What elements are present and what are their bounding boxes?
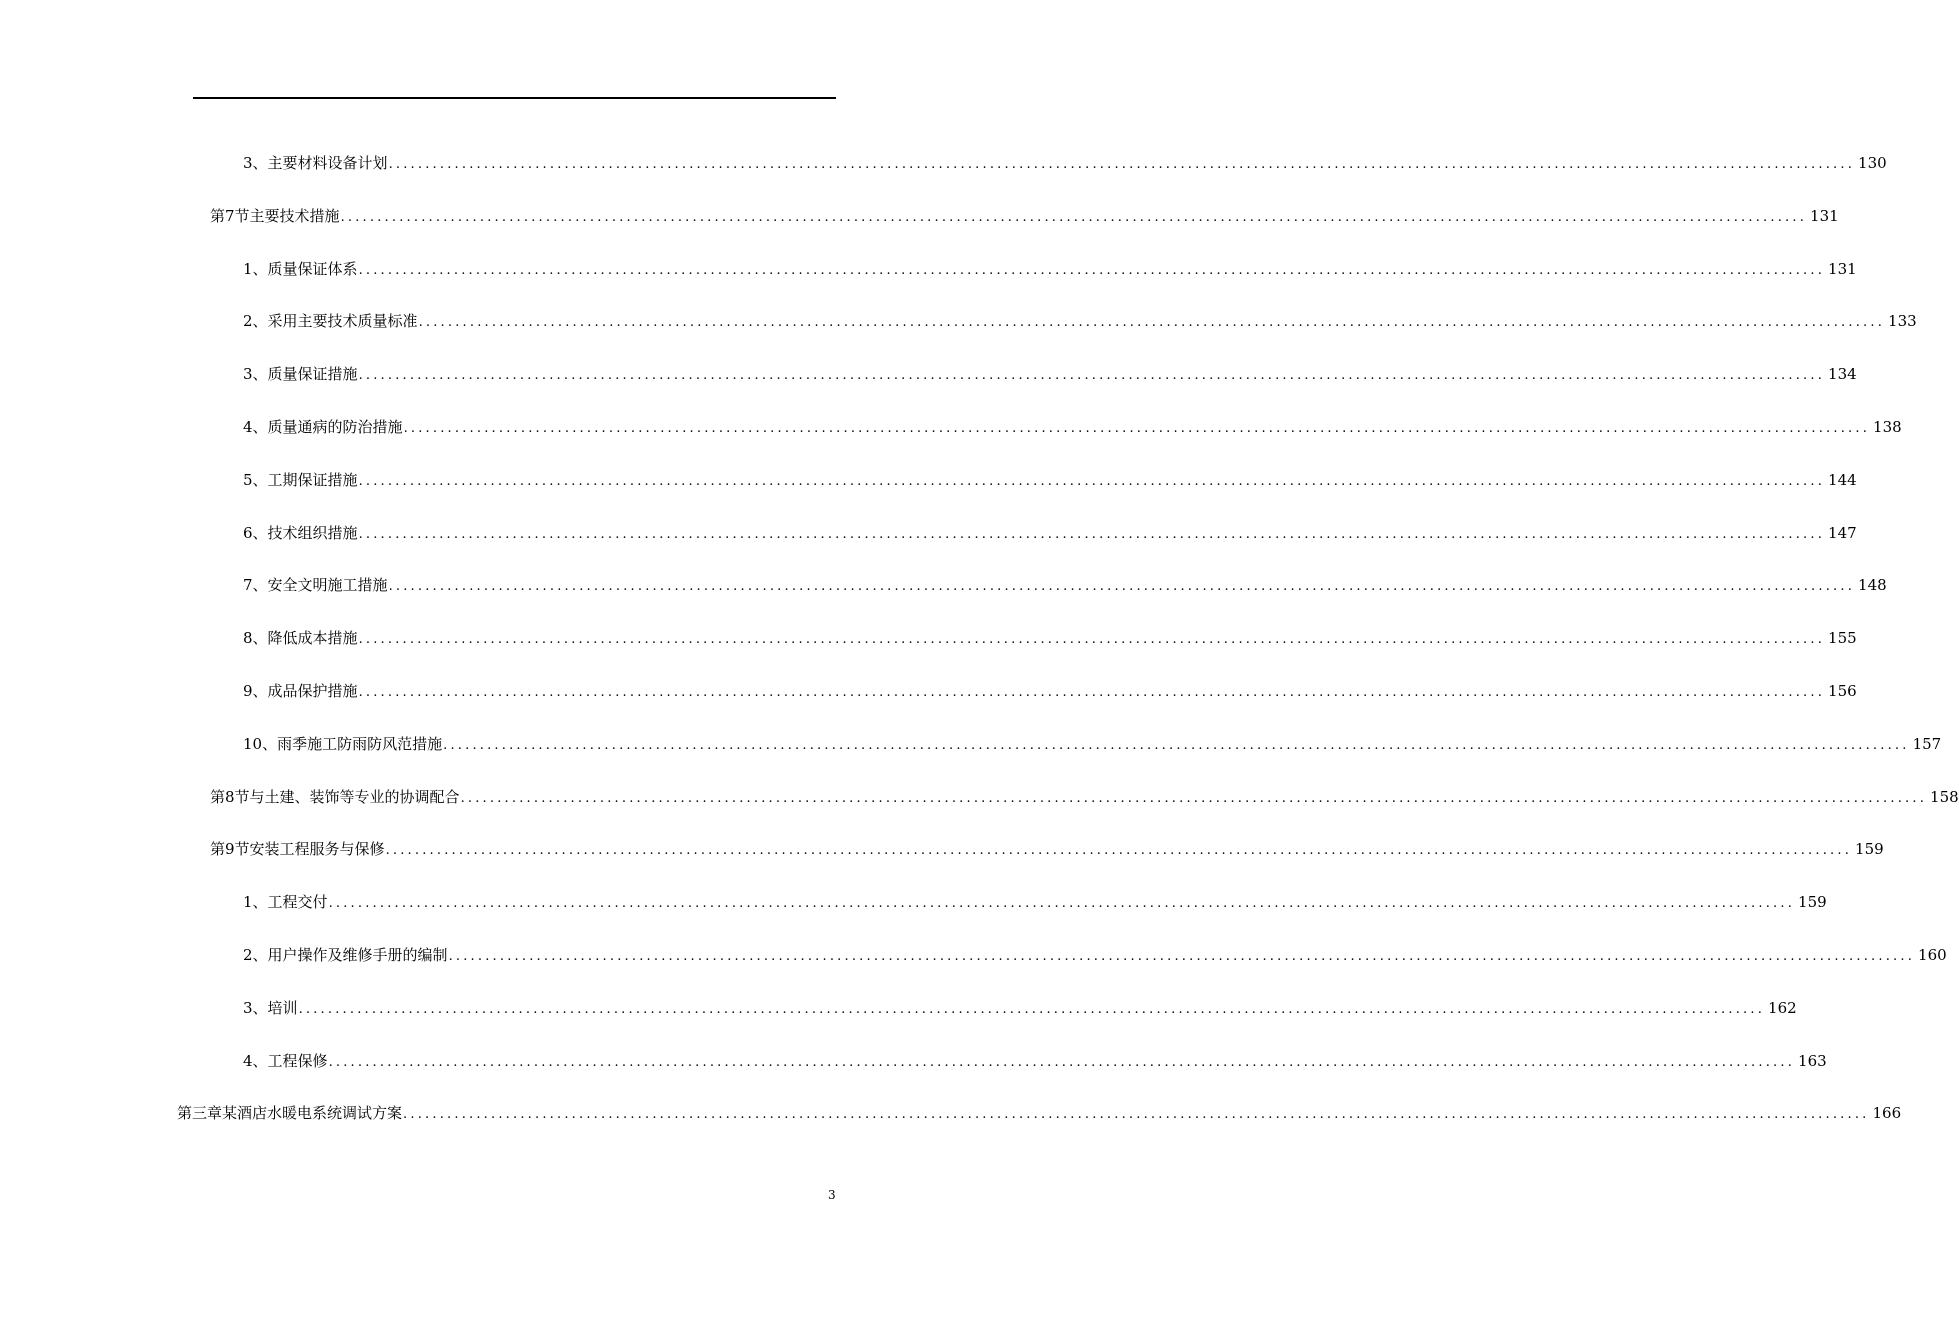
toc-entry-page: 159 xyxy=(1855,840,1884,858)
toc-entry-page: 157 xyxy=(1912,735,1942,753)
toc-dot-leader: ........................................................................................................................................................................................................ xyxy=(403,1107,1870,1122)
toc-entry-page: 159 xyxy=(1798,893,1827,911)
toc-entry-page: 131 xyxy=(1810,207,1839,225)
toc-dot-leader: ........................................................................................................................................................................................................ xyxy=(358,263,1826,278)
toc-dot-leader: ........................................................................................................................................................................................................ xyxy=(460,791,1928,806)
toc-entry[interactable] xyxy=(243,522,1857,544)
toc-entry-title: 用户操作及维修手册的编制 xyxy=(267,946,448,964)
toc-dot-leader: ........................................................................................................................................................................................................ xyxy=(443,738,1910,753)
toc-entry-number: 第9节 xyxy=(210,840,250,858)
toc-entry[interactable] xyxy=(177,1102,1902,1124)
toc-entry[interactable] xyxy=(243,891,1827,913)
toc-dot-leader: ........................................................................................................................................................................................................ xyxy=(358,685,1826,700)
toc-entry[interactable] xyxy=(243,733,1942,755)
toc-entry-title: 安装工程服务与保修 xyxy=(249,840,385,858)
toc-entry-title: 与土建、装饰等专业的协调配合 xyxy=(249,788,460,806)
toc-entry-number: 第三章 xyxy=(177,1104,223,1122)
toc-entry[interactable] xyxy=(243,363,1857,385)
toc-entry-title: 技术组织措施 xyxy=(267,524,358,542)
toc-entry-page: 144 xyxy=(1828,471,1857,489)
toc-entry-page: 163 xyxy=(1798,1052,1827,1070)
toc-entry-number: 第7节 xyxy=(210,207,250,225)
toc-entry-title: 采用主要技术质量标准 xyxy=(267,312,418,330)
toc-entry[interactable] xyxy=(243,574,1887,596)
toc-entry-page: 147 xyxy=(1828,524,1857,542)
toc-entry-title: 质量保证体系 xyxy=(267,260,358,278)
toc-entry-number: 4、 xyxy=(243,418,268,436)
toc-entry-number: 3、 xyxy=(243,365,268,383)
toc-entry-title: 某酒店水暖电系统调试方案 xyxy=(222,1104,403,1122)
toc-entry[interactable] xyxy=(243,469,1857,491)
toc-entry-title: 主要材料设备计划 xyxy=(267,154,388,172)
toc-entry-number: 3、 xyxy=(243,154,268,172)
toc-dot-leader: ........................................................................................................................................................................................................ xyxy=(448,949,1916,964)
toc-entry[interactable] xyxy=(243,416,1902,438)
toc-entry-title: 工程交付 xyxy=(267,893,328,911)
toc-dot-leader: ........................................................................................................................................................................................................ xyxy=(328,896,1796,911)
toc-entry-page: 134 xyxy=(1828,365,1857,383)
toc-entry[interactable] xyxy=(243,310,1917,332)
toc-entry-number: 7、 xyxy=(243,576,268,594)
toc-entry-number: 1、 xyxy=(243,893,268,911)
toc-dot-leader: ........................................................................................................................................................................................................ xyxy=(388,579,1856,594)
toc-entry-page: 138 xyxy=(1873,418,1902,436)
toc-dot-leader: ........................................................................................................................................................................................................ xyxy=(358,527,1826,542)
toc-entry[interactable] xyxy=(243,1050,1827,1072)
toc-entry-title: 工期保证措施 xyxy=(267,471,358,489)
toc-entry-title: 雨季施工防雨防风范措施 xyxy=(277,735,443,753)
toc-entry[interactable] xyxy=(243,152,1887,174)
toc-dot-leader: ........................................................................................................................................................................................................ xyxy=(385,843,1853,858)
toc-entry-number: 第8节 xyxy=(210,788,250,806)
toc-entry-number: 2、 xyxy=(243,946,268,964)
toc-entry-page: 133 xyxy=(1888,312,1917,330)
toc-entry-title: 主要技术措施 xyxy=(249,207,340,225)
toc-entry-title: 质量保证措施 xyxy=(267,365,358,383)
toc-dot-leader: ........................................................................................................................................................................................................ xyxy=(418,315,1886,330)
toc-entry-number: 1、 xyxy=(243,260,268,278)
toc-entry[interactable] xyxy=(243,997,1797,1019)
toc-dot-leader: ........................................................................................................................................................................................................ xyxy=(358,632,1826,647)
toc-entry-page: 166 xyxy=(1872,1104,1902,1122)
toc-entry[interactable] xyxy=(210,838,1884,860)
toc-entry-title: 降低成本措施 xyxy=(267,629,358,647)
toc-entry-number: 10、 xyxy=(243,735,278,753)
toc-entry-page: 162 xyxy=(1768,999,1797,1017)
toc-entry-number: 4、 xyxy=(243,1052,268,1070)
toc-dot-leader: ........................................................................................................................................................................................................ xyxy=(298,1002,1766,1017)
toc-entry[interactable] xyxy=(243,680,1857,702)
page-number: 3 xyxy=(828,1188,836,1202)
toc-entry-number: 5、 xyxy=(243,471,268,489)
toc-entry[interactable] xyxy=(243,258,1857,280)
toc-entry[interactable] xyxy=(243,627,1857,649)
toc-entry-page: 148 xyxy=(1858,576,1887,594)
toc-entry-number: 9、 xyxy=(243,682,268,700)
toc-entry-page: 158 xyxy=(1930,788,1959,806)
toc-dot-leader: ........................................................................................................................................................................................................ xyxy=(388,157,1856,172)
toc-entry-title: 培训 xyxy=(267,999,298,1017)
toc-dot-leader: ........................................................................................................................................................................................................ xyxy=(403,421,1871,436)
toc-entry-number: 6、 xyxy=(243,524,268,542)
toc-entry-page: 156 xyxy=(1828,682,1857,700)
toc-dot-leader: ........................................................................................................................................................................................................ xyxy=(358,474,1826,489)
toc-entry-title: 成品保护措施 xyxy=(267,682,358,700)
toc-entry-title: 安全文明施工措施 xyxy=(267,576,388,594)
toc-entry-title: 质量通病的防治措施 xyxy=(267,418,403,436)
toc-entry-number: 2、 xyxy=(243,312,268,330)
toc-entry[interactable] xyxy=(210,205,1839,227)
toc-entry-title: 工程保修 xyxy=(267,1052,328,1070)
toc-entry-number: 8、 xyxy=(243,629,268,647)
toc-dot-leader: ........................................................................................................................................................................................................ xyxy=(328,1055,1796,1070)
toc-entry[interactable] xyxy=(210,786,1959,808)
toc-entry[interactable] xyxy=(243,944,1947,966)
toc-entry-page: 131 xyxy=(1828,260,1857,278)
toc-entry-page: 160 xyxy=(1918,946,1947,964)
toc-dot-leader: ........................................................................................................................................................................................................ xyxy=(340,210,1808,225)
toc-entry-page: 130 xyxy=(1858,154,1887,172)
toc-entry-page: 155 xyxy=(1828,629,1857,647)
toc-entry-number: 3、 xyxy=(243,999,268,1017)
toc-dot-leader: ........................................................................................................................................................................................................ xyxy=(358,368,1826,383)
